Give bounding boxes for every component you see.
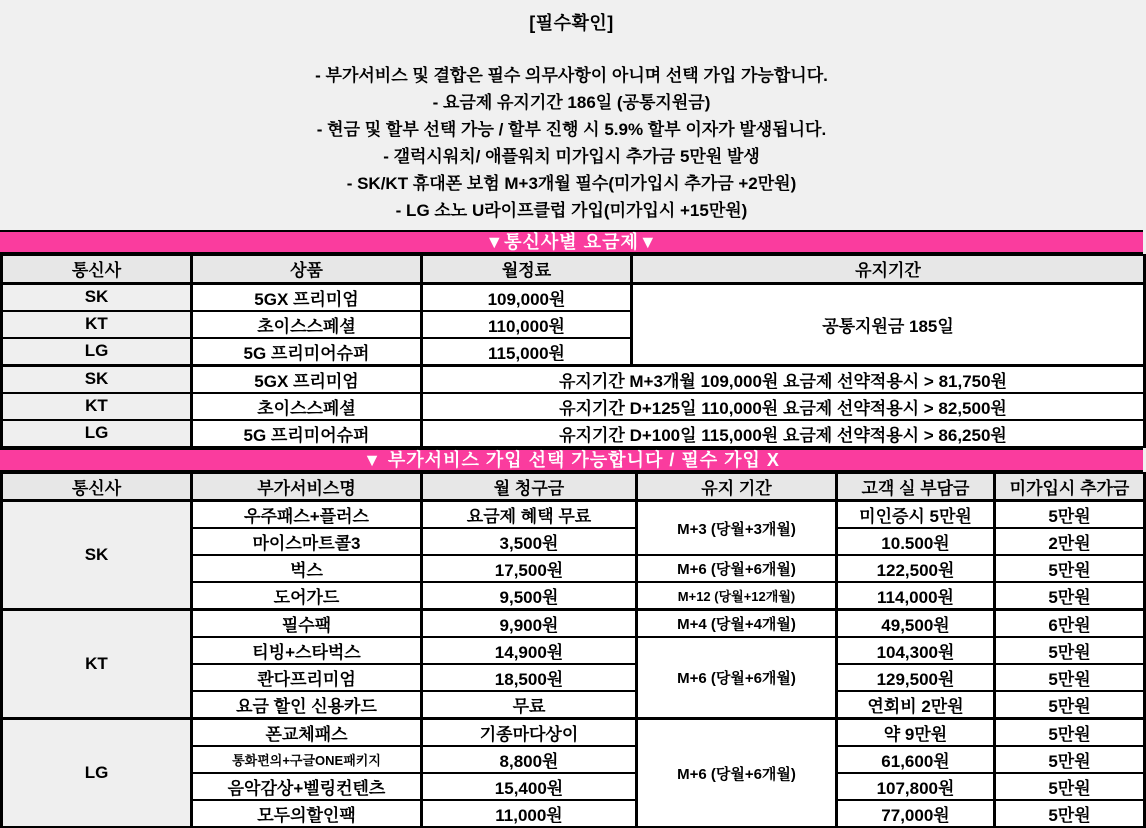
burden-cell: 미인증시 5만원 xyxy=(837,501,995,529)
extra-charge-cell: 5만원 xyxy=(995,691,1145,719)
service-cell: 벅스 xyxy=(192,555,422,582)
notice-line: - LG 소노 U라이프클럽 가입(미가입시 +15만원) xyxy=(0,197,1143,224)
product-cell: 5GX 프리미엄 xyxy=(192,365,422,393)
notice-section xyxy=(0,0,1143,230)
table-row xyxy=(2,283,1145,311)
retention-detail-cell: 유지기간 M+3개월 109,000원 요금제 선약적용시 > 81,750원 xyxy=(422,365,1145,393)
addon-services-banner: ▼ 부가서비스 가입 선택 가능합니다 / 필수 가입 X xyxy=(0,448,1143,472)
retention-detail-cell: 유지기간 D+100일 115,000원 요금제 선약적용시 > 86,250원 xyxy=(422,420,1145,447)
extra-charge-cell: 5만원 xyxy=(995,719,1145,747)
period-cell: M+6 (당월+6개월) xyxy=(637,555,837,582)
monthly-fee-cell: 기종마다상이 xyxy=(422,719,637,747)
extra-charge-cell: 5만원 xyxy=(995,773,1145,800)
burden-cell: 49,500원 xyxy=(837,610,995,638)
service-cell: 도어가드 xyxy=(192,582,422,610)
carrier-cell: SK xyxy=(2,283,192,311)
table-row xyxy=(2,501,1145,529)
extra-charge-cell: 5만원 xyxy=(995,637,1145,664)
carrier-plans-table xyxy=(0,254,1146,448)
service-cell: 폰교체패스 xyxy=(192,719,422,747)
carrier-cell: KT xyxy=(2,610,192,719)
period-cell: M+12 (당월+12개월) xyxy=(637,582,837,610)
notice-line: - 현금 및 할부 선택 가능 / 할부 진행 시 5.9% 할부 이자가 발생됩니다. xyxy=(0,116,1143,143)
extra-charge-cell: 5만원 xyxy=(995,746,1145,773)
product-cell: 5GX 프리미엄 xyxy=(192,283,422,311)
period-cell: M+6 (당월+6개월) xyxy=(637,719,837,828)
monthly-fee-cell: 18,500원 xyxy=(422,664,637,691)
service-cell: 통화편의+구글ONE패키지 xyxy=(192,746,422,773)
carrier-cell: LG xyxy=(2,420,192,447)
column-header-period: 유지 기간 xyxy=(637,473,837,501)
monthly-fee-cell: 3,500원 xyxy=(422,528,637,555)
monthly-fee-cell: 요금제 혜택 무료 xyxy=(422,501,637,529)
service-cell: 필수팩 xyxy=(192,610,422,638)
table-row xyxy=(2,420,1145,447)
carrier-cell: SK xyxy=(2,501,192,610)
addon-services-table xyxy=(0,472,1146,828)
period-cell: M+4 (당월+4개월) xyxy=(637,610,837,638)
service-cell: 마이스마트콜3 xyxy=(192,528,422,555)
period-cell: M+6 (당월+6개월) xyxy=(637,637,837,719)
carrier-cell: SK xyxy=(2,365,192,393)
table2-header-row xyxy=(2,473,1145,501)
extra-charge-cell: 5만원 xyxy=(995,501,1145,529)
monthly-fee-cell: 8,800원 xyxy=(422,746,637,773)
burden-cell: 114,000원 xyxy=(837,582,995,610)
monthly-fee-cell: 9,900원 xyxy=(422,610,637,638)
service-cell: 음악감상+벨링컨텐츠 xyxy=(192,773,422,800)
column-header-carrier: 통신사 xyxy=(2,473,192,501)
burden-cell: 10.500원 xyxy=(837,528,995,555)
carrier-cell: LG xyxy=(2,719,192,828)
carrier-plans-banner: ▼통신사별 요금제▼ xyxy=(0,230,1143,254)
monthly-fee-cell: 17,500원 xyxy=(422,555,637,582)
notice-lines xyxy=(0,62,1143,224)
column-header-product: 상품 xyxy=(192,255,422,283)
table-row xyxy=(2,365,1145,393)
extra-charge-cell: 2만원 xyxy=(995,528,1145,555)
burden-cell: 104,300원 xyxy=(837,637,995,664)
burden-cell: 122,500원 xyxy=(837,555,995,582)
service-cell: 우주패스+플러스 xyxy=(192,501,422,529)
fee-cell: 109,000원 xyxy=(422,283,632,311)
fee-cell: 115,000원 xyxy=(422,338,632,366)
support-note-cell: 공통지원금 185일 xyxy=(632,283,1145,365)
carrier-cell: KT xyxy=(2,311,192,338)
column-header-monthly-charge: 월 청구금 xyxy=(422,473,637,501)
notice-line: - 부가서비스 및 결합은 필수 의무사항이 아니며 선택 가입 가능합니다. xyxy=(0,62,1143,89)
product-cell: 초이스스페셜 xyxy=(192,393,422,420)
product-cell: 초이스스페셜 xyxy=(192,311,422,338)
product-cell: 5G 프리미어슈퍼 xyxy=(192,338,422,366)
extra-charge-cell: 5만원 xyxy=(995,555,1145,582)
monthly-fee-cell: 11,000원 xyxy=(422,800,637,827)
burden-cell: 129,500원 xyxy=(837,664,995,691)
burden-cell: 77,000원 xyxy=(837,800,995,827)
table-row xyxy=(2,610,1145,638)
monthly-fee-cell: 무료 xyxy=(422,691,637,719)
column-header-monthly-fee: 월정료 xyxy=(422,255,632,283)
service-cell: 콴다프리미엄 xyxy=(192,664,422,691)
notice-title: [필수확인] xyxy=(0,9,1143,35)
period-cell: M+3 (당월+3개월) xyxy=(637,501,837,556)
notice-line: - 갤럭시워치/ 애플워치 미가입시 추가금 5만원 발생 xyxy=(0,143,1143,170)
table1-header-row xyxy=(2,255,1145,283)
column-header-extra-charge: 미가입시 추가금 xyxy=(995,473,1145,501)
extra-charge-cell: 5만원 xyxy=(995,664,1145,691)
burden-cell: 107,800원 xyxy=(837,773,995,800)
fee-cell: 110,000원 xyxy=(422,311,632,338)
burden-cell: 연회비 2만원 xyxy=(837,691,995,719)
extra-charge-cell: 5만원 xyxy=(995,582,1145,610)
notice-line: - 요금제 유지기간 186일 (공통지원금) xyxy=(0,89,1143,116)
carrier-cell: KT xyxy=(2,393,192,420)
service-cell: 요금 할인 신용카드 xyxy=(192,691,422,719)
carrier-cell: LG xyxy=(2,338,192,366)
column-header-carrier: 통신사 xyxy=(2,255,192,283)
retention-detail-cell: 유지기간 D+125일 110,000원 요금제 선약적용시 > 82,500원 xyxy=(422,393,1145,420)
extra-charge-cell: 5만원 xyxy=(995,800,1145,827)
column-header-customer-burden: 고객 실 부담금 xyxy=(837,473,995,501)
column-header-retention: 유지기간 xyxy=(632,255,1145,283)
column-header-service: 부가서비스명 xyxy=(192,473,422,501)
table-row xyxy=(2,719,1145,747)
burden-cell: 약 9만원 xyxy=(837,719,995,747)
service-cell: 모두의할인팩 xyxy=(192,800,422,827)
monthly-fee-cell: 14,900원 xyxy=(422,637,637,664)
table-row xyxy=(2,393,1145,420)
monthly-fee-cell: 15,400원 xyxy=(422,773,637,800)
monthly-fee-cell: 9,500원 xyxy=(422,582,637,610)
notice-line: - SK/KT 휴대폰 보험 M+3개월 필수(미가입시 추가금 +2만원) xyxy=(0,170,1143,197)
service-cell: 티빙+스타벅스 xyxy=(192,637,422,664)
product-cell: 5G 프리미어슈퍼 xyxy=(192,420,422,447)
burden-cell: 61,600원 xyxy=(837,746,995,773)
extra-charge-cell: 6만원 xyxy=(995,610,1145,638)
